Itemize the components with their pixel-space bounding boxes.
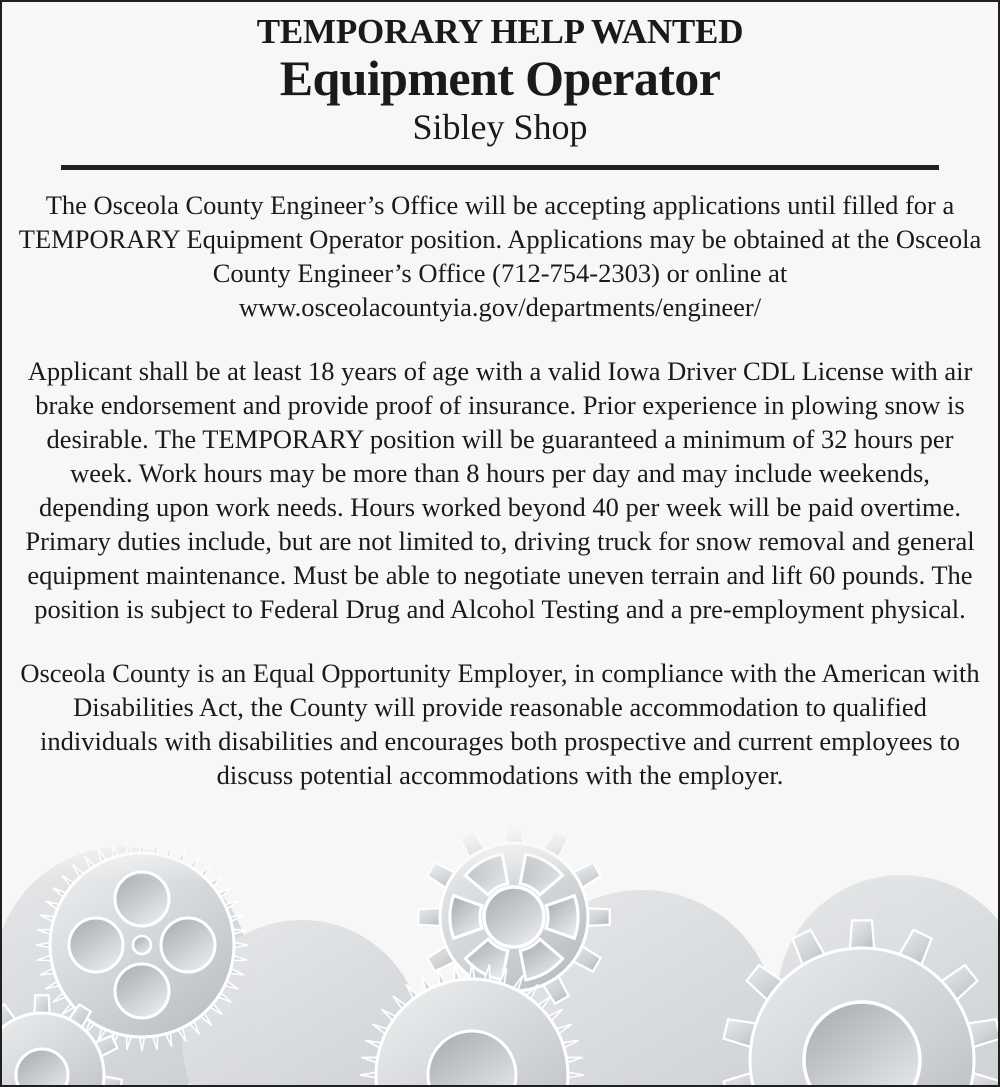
gear-chunky-right bbox=[724, 920, 1000, 1085]
gear-spoked-center bbox=[418, 825, 609, 1013]
ad-header bbox=[14, 2, 986, 148]
page-title: Equipment Operator bbox=[279, 50, 721, 107]
body-paragraph-eeo: Osceola County is an Equal Opportunity Employer, in compliance with the American with Disabilities Act, the County will provide reasonable accommodation to qualified individuals with disabilities and encourages both prospective and current employees to discuss potential accommodations with the employer. bbox=[20, 657, 980, 790]
header-divider bbox=[61, 165, 939, 170]
gear-small-left bbox=[2, 995, 122, 1085]
body-paragraph-requirements: Applicant shall be at least 18 years of age with a valid Iowa Driver CDL License with air brake endorsement and provide proof of insurance. Prior experience in plowing snow is desirable. The TEMPORARY position will be guaranteed a minimum of 32 hours per week. Work hours may be more than 8 hours per day and may include weekends, depending upon work needs. Hours worked beyond 40 per week will be paid overtime. Primary duties include, but are not limited to, driving truck for snow removal and general equipment maintenance. Must be able to negotiate uneven terrain and lift 60 pounds. The position is subject to Federal Drug and Alcohol Testing and a pre-employment physical. bbox=[25, 355, 975, 624]
gear-fine-bottom bbox=[360, 963, 584, 1085]
ad-body bbox=[14, 188, 986, 792]
gear-large-left bbox=[36, 839, 248, 1051]
header-kicker: TEMPORARY HELP WANTED bbox=[256, 12, 744, 51]
ad-content bbox=[2, 2, 998, 792]
gears-illustration bbox=[2, 825, 1000, 1085]
body-paragraph-application: The Osceola County Engineer’s Office will be accepting applications until filled for a TEMPORARY Equipment Operator position. Applications may be obtained at the Osceola County Engineer’s Office (712-754-2303) or online at www.osceolacountyia.gov/departments/engineer/ bbox=[18, 189, 982, 322]
header-subtitle: Sibley Shop bbox=[412, 107, 588, 148]
